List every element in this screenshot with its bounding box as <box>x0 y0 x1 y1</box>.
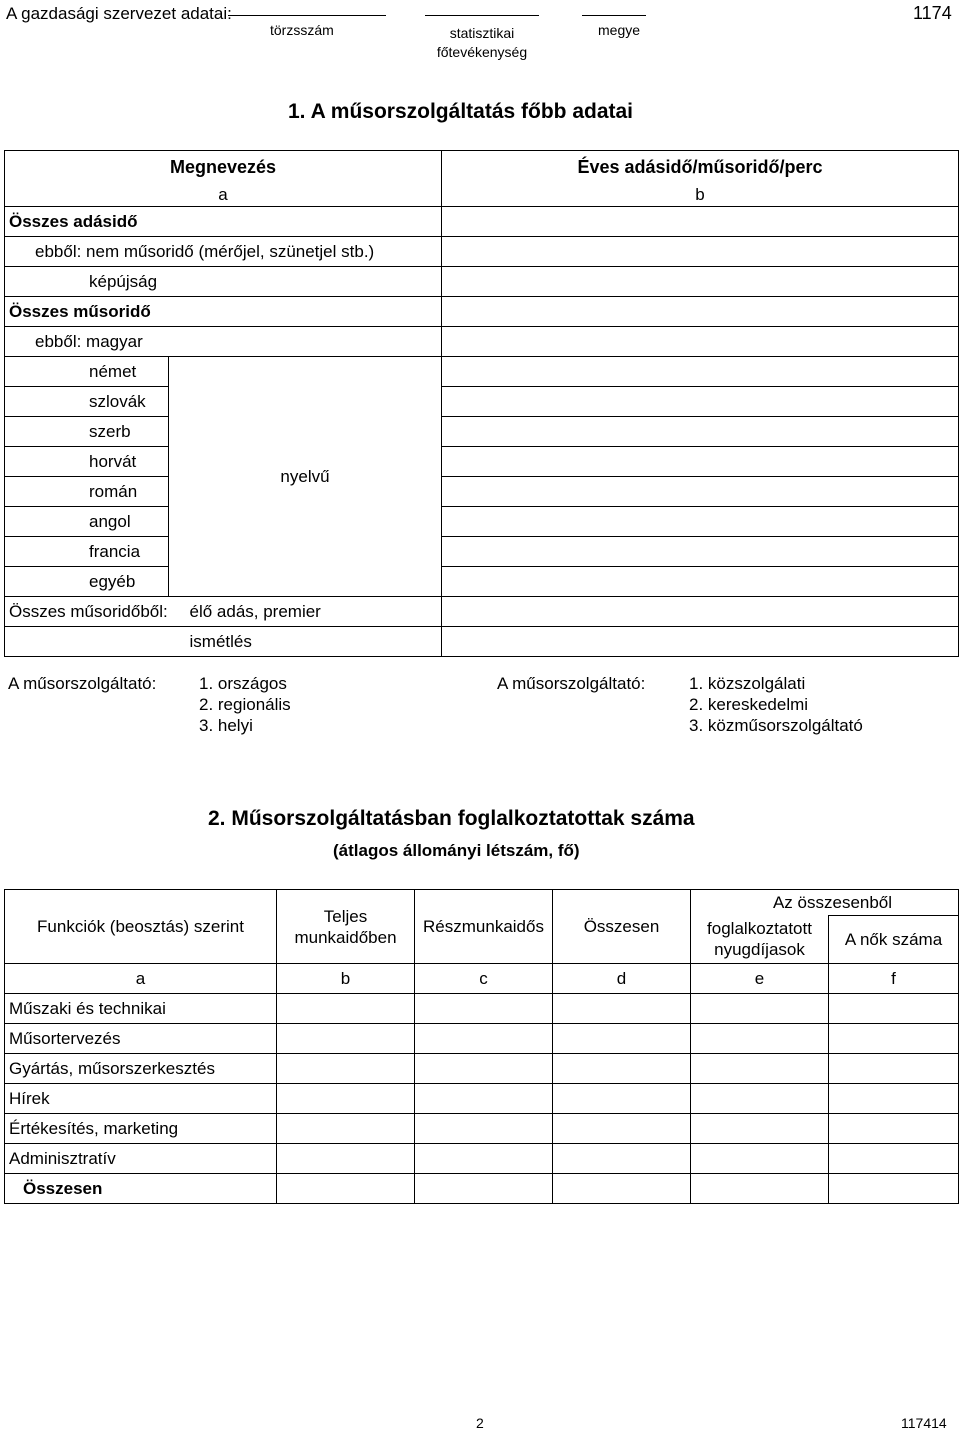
value-cell[interactable] <box>442 297 959 327</box>
row-roman: román <box>5 477 169 507</box>
value-cell[interactable] <box>442 507 959 537</box>
row-kepujsag: képújság <box>5 267 442 297</box>
value-cell[interactable] <box>442 447 959 477</box>
value-cell[interactable] <box>442 327 959 357</box>
value-cell[interactable] <box>691 1054 829 1084</box>
section1-table <box>4 150 959 657</box>
col-letter-b: b <box>442 185 959 207</box>
value-cell[interactable] <box>442 387 959 417</box>
col-letter: f <box>829 964 959 994</box>
value-cell[interactable] <box>553 1024 691 1054</box>
row-label: Hírek <box>5 1084 277 1114</box>
value-cell[interactable] <box>442 357 959 387</box>
value-cell[interactable] <box>553 1144 691 1174</box>
field-megye-label: megye <box>598 22 641 38</box>
row-label-total: Összesen <box>5 1174 277 1204</box>
col-header-part: Részmunkaidős <box>415 890 553 964</box>
col-letter: c <box>415 964 553 994</box>
legend-left-item: 3. helyi <box>199 716 253 735</box>
col-header-group: Az összesenből <box>691 890 959 916</box>
value-cell[interactable] <box>553 1174 691 1204</box>
legend-left-item: 2. regionális <box>199 695 291 714</box>
value-cell[interactable] <box>415 1144 553 1174</box>
value-cell[interactable] <box>829 1054 959 1084</box>
col-header-name: Megnevezés <box>5 151 442 185</box>
org-data-label: A gazdasági szervezet adatai: <box>6 4 232 23</box>
col-letter: a <box>5 964 277 994</box>
value-cell[interactable] <box>277 1054 415 1084</box>
value-cell[interactable] <box>415 1114 553 1144</box>
value-cell[interactable] <box>442 627 959 657</box>
row-label: Műsortervezés <box>5 1024 277 1054</box>
row-osszes-musoridobol: Összes műsoridőből: <box>5 597 169 627</box>
value-cell[interactable] <box>829 1144 959 1174</box>
value-cell[interactable] <box>415 994 553 1024</box>
value-cell[interactable] <box>553 1114 691 1144</box>
value-cell[interactable] <box>415 1024 553 1054</box>
row-elo-adas: élő adás, premier <box>169 597 442 627</box>
row-francia: francia <box>5 537 169 567</box>
legend-left-item: 1. országos <box>199 674 287 693</box>
row-angol: angol <box>5 507 169 537</box>
doc-code: 117414 <box>901 1415 947 1431</box>
col-header-women: A nők száma <box>829 916 959 964</box>
row-osszes-musorido: Összes műsoridő <box>5 297 442 327</box>
col-letter: b <box>277 964 415 994</box>
value-cell[interactable] <box>691 1144 829 1174</box>
legend-right-item: 1. közszolgálati <box>689 674 806 693</box>
value-cell[interactable] <box>829 994 959 1024</box>
section2-table <box>4 889 959 1204</box>
value-cell[interactable] <box>829 1174 959 1204</box>
field-statisztikai-label: statisztikai főtevékenység <box>436 25 528 60</box>
value-cell[interactable] <box>553 1084 691 1114</box>
row-egyeb: egyéb <box>5 567 169 597</box>
value-cell[interactable] <box>442 267 959 297</box>
field-torzsszam-label: törzsszám <box>270 22 334 38</box>
row-szlovak: szlovák <box>5 387 169 417</box>
legend-right-label: A műsorszolgáltató: <box>497 674 646 693</box>
value-cell[interactable] <box>691 1174 829 1204</box>
value-cell[interactable] <box>442 207 959 237</box>
col-header-func: Funkciók (beosztás) szerint <box>5 890 277 964</box>
row-nemet: német <box>5 357 169 387</box>
value-cell[interactable] <box>442 417 959 447</box>
section2-subtitle: (átlagos állományi létszám, fő) <box>333 841 580 860</box>
value-cell[interactable] <box>442 477 959 507</box>
value-cell[interactable] <box>829 1114 959 1144</box>
value-cell[interactable] <box>415 1174 553 1204</box>
legend-right-item: 2. kereskedelmi <box>689 695 809 714</box>
value-cell[interactable] <box>829 1084 959 1114</box>
value-cell[interactable] <box>829 1024 959 1054</box>
value-cell[interactable] <box>415 1054 553 1084</box>
value-cell[interactable] <box>553 1054 691 1084</box>
col-letter-a: a <box>5 185 442 207</box>
value-cell[interactable] <box>442 567 959 597</box>
value-cell[interactable] <box>415 1084 553 1114</box>
row-label: Műszaki és technikai <box>5 994 277 1024</box>
language-label: nyelvű <box>169 357 442 597</box>
row-horvat: horvát <box>5 447 169 477</box>
page-number: 2 <box>476 1415 484 1431</box>
value-cell[interactable] <box>691 994 829 1024</box>
value-cell[interactable] <box>442 597 959 627</box>
legend-left-label: A műsorszolgáltató: <box>8 674 157 693</box>
value-cell[interactable] <box>277 1174 415 1204</box>
col-letter: d <box>553 964 691 994</box>
value-cell[interactable] <box>691 1084 829 1114</box>
value-cell[interactable] <box>277 1024 415 1054</box>
value-cell[interactable] <box>691 1024 829 1054</box>
value-cell[interactable] <box>277 1084 415 1114</box>
value-cell[interactable] <box>277 994 415 1024</box>
row-label: Adminisztratív <box>5 1144 277 1174</box>
legend-right-item: 3. közműsorszolgáltató <box>689 716 863 735</box>
row-szerb: szerb <box>5 417 169 447</box>
section2-title: 2. Műsorszolgáltatásban foglalkoztatottak száma <box>208 807 695 830</box>
value-cell[interactable] <box>442 237 959 267</box>
row-magyar: ebből: magyar <box>5 327 442 357</box>
value-cell[interactable] <box>553 994 691 1024</box>
col-header-retired: foglalkoztatott nyugdíjasok <box>691 916 829 964</box>
col-header-value: Éves adásidő/műsoridő/perc <box>442 151 959 185</box>
row-nem-musorido: ebből: nem műsoridő (mérőjel, szünetjel stb.) <box>5 237 442 267</box>
col-letter: e <box>691 964 829 994</box>
col-header-total: Összesen <box>553 890 691 964</box>
col-header-full: Teljes munkaidőben <box>277 890 415 964</box>
value-cell[interactable] <box>442 537 959 567</box>
section1-title: 1. A műsorszolgáltatás főbb adatai <box>288 100 634 123</box>
row-ismetles: ismétlés <box>169 627 442 657</box>
row-label: Értékesítés, marketing <box>5 1114 277 1144</box>
value-cell[interactable] <box>277 1144 415 1174</box>
value-cell[interactable] <box>691 1114 829 1144</box>
row-label: Gyártás, műsorszerkesztés <box>5 1054 277 1084</box>
value-cell[interactable] <box>277 1114 415 1144</box>
row-osszes-adasido: Összes adásidő <box>5 207 442 237</box>
form-code: 1174 <box>913 3 952 23</box>
